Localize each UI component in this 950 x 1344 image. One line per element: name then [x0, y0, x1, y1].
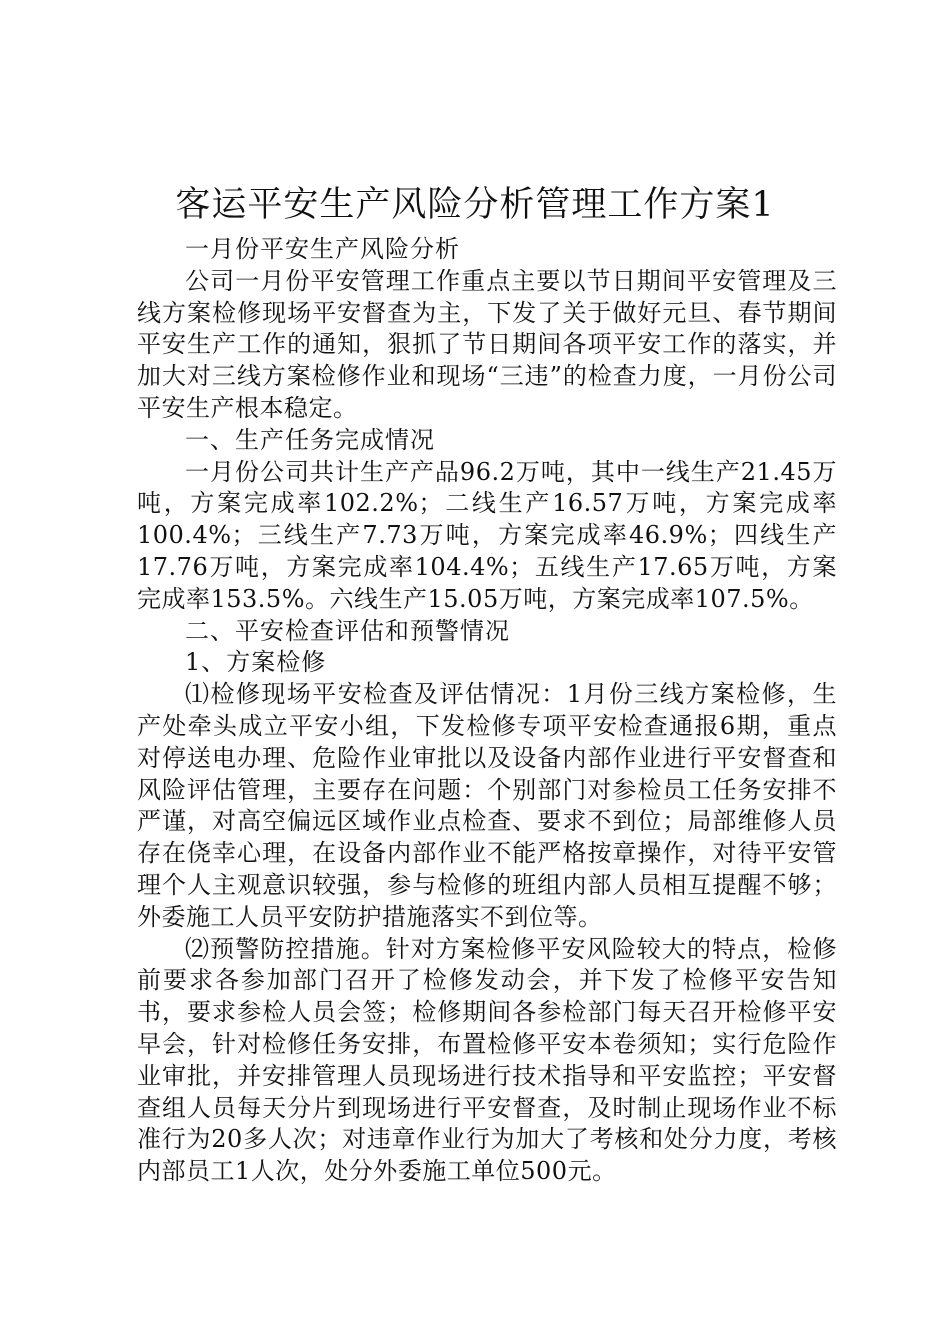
subsection-heading-maintenance: 1、方案检修: [185, 648, 327, 677]
document-title: 客运平安生产风险分析管理工作方案1: [175, 185, 775, 225]
section-heading-production: 一、生产任务完成情况: [185, 425, 435, 454]
paragraph-production: 一月份公司共计生产产品96.2万吨，其中一线生产21.45万吨，方案完成率102.2%；二线生产16.57万吨，方案完成率100.4%；三线生产7.73万吨，方案完成率46.9%；四线生产17.76万吨，方案完成率104.4%；五线生产17.65万吨，方案完成率153.5%。六线生产15.05万吨，方案完成率107.5%。: [137, 457, 837, 613]
section-heading-inspection: 二、平安检查评估和预警情况: [185, 616, 510, 645]
paragraph-inspection-evaluation: ⑴检修现场平安检查及评估情况：1月份三线方案检修，生产处牵头成立平安小组，下发检修专项平安检查通报6期，重点对停送电办理、危险作业审批以及设备内部作业进行平安督查和风险评估管理，主要存在问题：个别部门对参检员工任务安排不严谨，对高空偏远区域作业点检查、要求不到位；局部维修人员存在侥幸心理，在设备内部作业不能严格按章操作，对待平安管理个人主观意识较强，参与检修的班组内部人员相互提醒不够；外委施工人员平安防护措施落实不到位等。: [137, 680, 837, 931]
paragraph-warning-measures: ⑵预警防控措施。针对方案检修平安风险较大的特点，检修前要求各参加部门召开了检修发动会，并下发了检修平安告知书，要求参检人员会签；检修期间各参检部门每天召开检修平安早会，针对检修任务安排，布置检修平安本卷须知；实行危险作业审批，并安排管理人员现场进行技术指导和平安监控；平安督查组人员每天分片到现场进行平安督查，及时制止现场作业不标准行为20多人次；对违章作业行为加大了考核和处分力度，考核内部员工1人次，处分外委施工单位500元。: [137, 934, 837, 1186]
paragraph-overview: 公司一月份平安管理工作重点主要以节日期间平安管理及三线方案检修现场平安督查为主，下发了关于做好元旦、春节期间平安生产工作的通知，狠抓了节日期间各项平安工作的落实，并加大对三线方案检修作业和现场“三违”的检查力度，一月份公司平安生产根本稳定。: [137, 266, 837, 422]
document-body: [137, 234, 837, 1188]
section-heading-january-risk: 一月份平安生产风险分析: [185, 235, 460, 263]
